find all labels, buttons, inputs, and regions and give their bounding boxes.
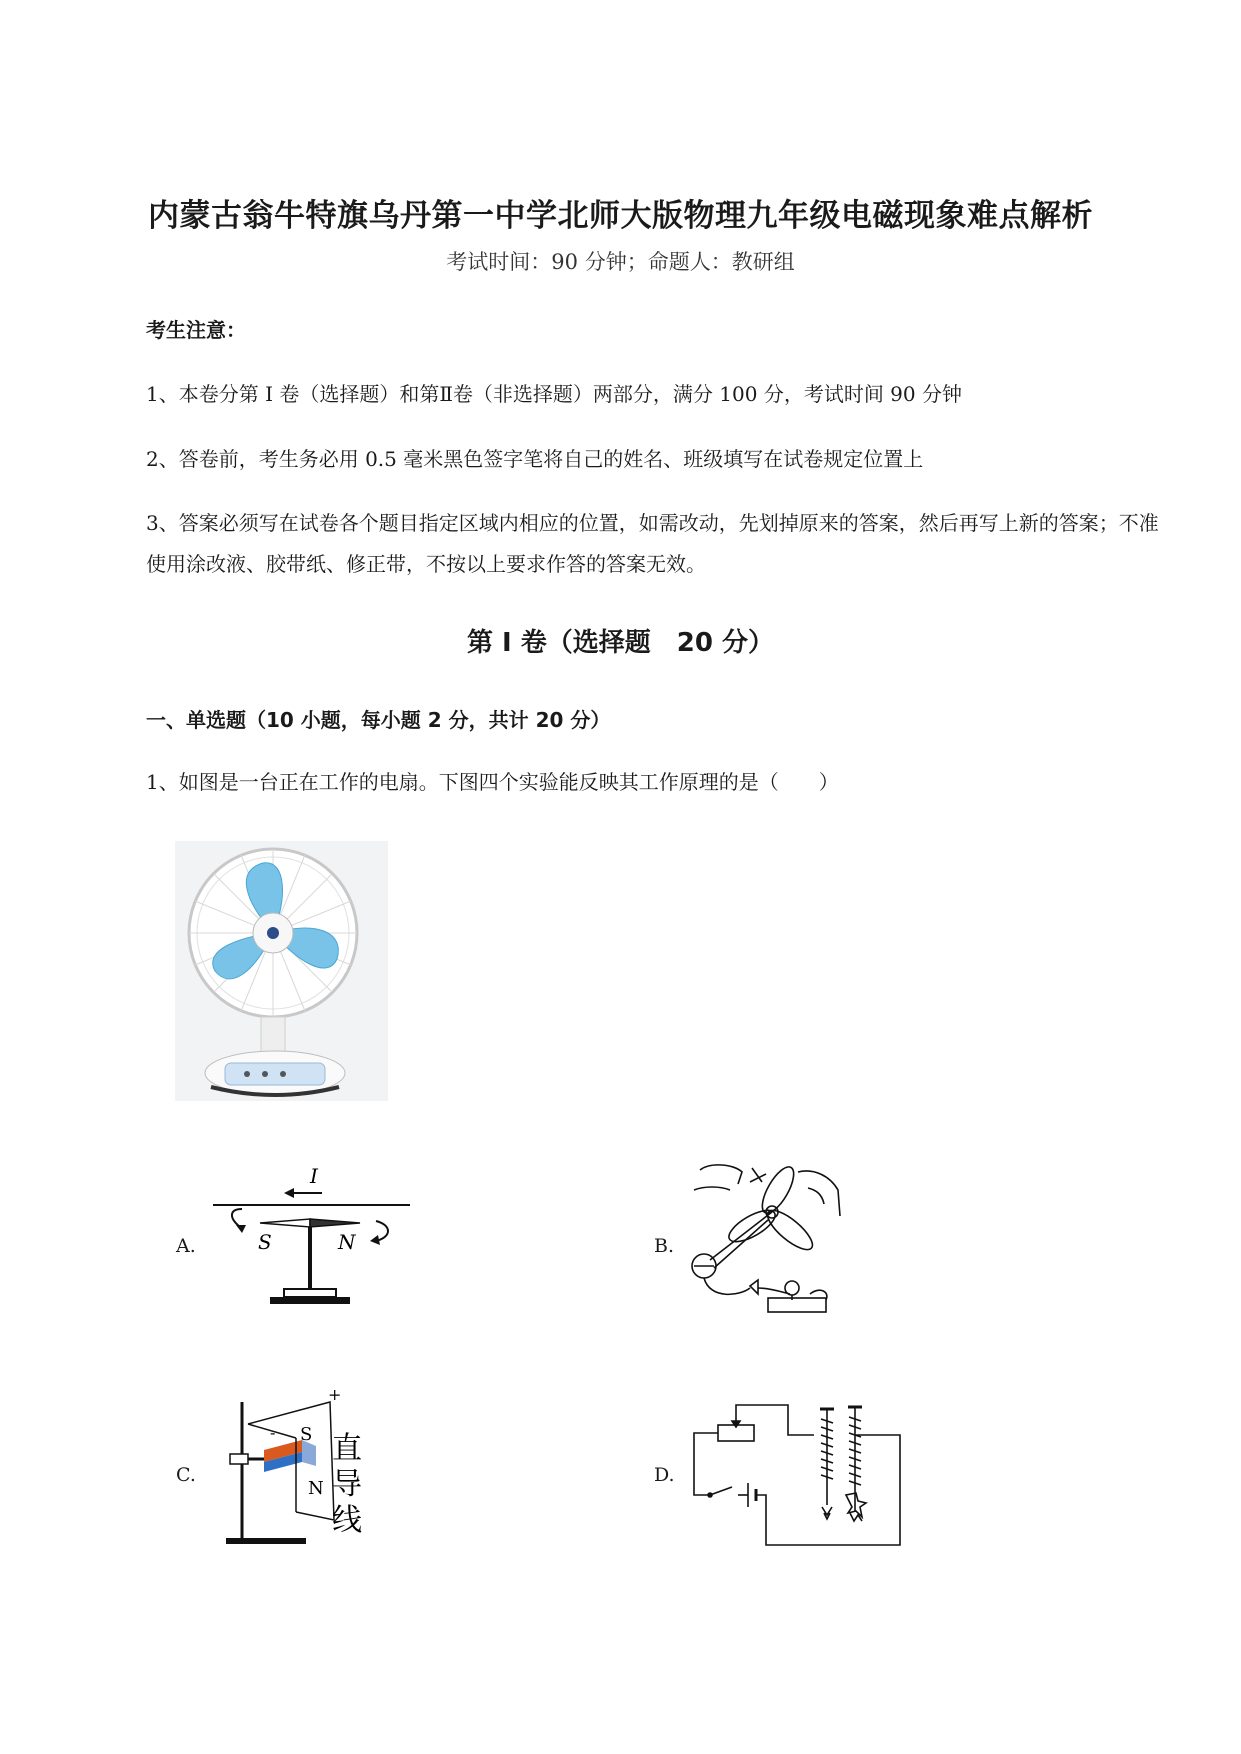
- magnet-north-label: N: [308, 1478, 324, 1499]
- notice-item-2: 2、答卷前，考生务必用 0.5 毫米黑色签字笔将自己的姓名、班级填写在试卷规定位置上: [146, 447, 924, 471]
- electric-fan-image: [175, 841, 388, 1101]
- straight-wire-char-1: 直: [332, 1431, 362, 1466]
- option-d-label: D.: [654, 1464, 675, 1486]
- south-pole-label: S: [258, 1230, 272, 1254]
- part-heading: 一、单选题（10 小题，每小题 2 分，共计 20 分）: [146, 708, 611, 732]
- notice-item-1: 1、本卷分第 I 卷（选择题）和第Ⅱ卷（非选择题）两部分，满分 100 分，考试时间 90 分钟: [146, 382, 962, 406]
- question-stem: 1、如图是一台正在工作的电扇。下图四个实验能反映其工作原理的是（ ）: [146, 770, 839, 794]
- option-d-electromagnet-circuit-figure: [690, 1395, 910, 1550]
- option-c-label: C.: [176, 1464, 196, 1486]
- straight-wire-char-2: 导: [332, 1467, 362, 1502]
- north-pole-label: N: [338, 1230, 356, 1254]
- section-title: 第 I 卷（选择题 20 分）: [466, 628, 774, 658]
- notice-heading: 考生注意：: [146, 318, 246, 342]
- positive-terminal-label: +: [328, 1388, 342, 1404]
- page-title: 内蒙古翁牛特旗乌丹第一中学北师大版物理九年级电磁现象难点解析: [148, 198, 1093, 234]
- option-a-compass-figure: [210, 1165, 415, 1310]
- notice-item-3: 3、答案必须写在试卷各个题目指定区域内相应的位置，如需改动，先划掉原来的答案，然后再写上新的答案；不准使用涂改液、胶带纸、修正带，不按以上要求作答的答案无效。: [146, 511, 1159, 576]
- exam-info: 考试时间：90 分钟；命题人：教研组: [446, 250, 795, 274]
- negative-terminal-label: -: [270, 1423, 276, 1442]
- magnet-south-label: S: [300, 1424, 313, 1445]
- option-b-label: B.: [654, 1235, 675, 1257]
- current-symbol: I: [310, 1165, 318, 1188]
- option-c-magnet-wire-figure: [220, 1388, 380, 1548]
- option-b-generator-figure: [690, 1160, 850, 1320]
- straight-wire-char-3: 线: [332, 1503, 362, 1538]
- option-a-label: A.: [176, 1235, 196, 1257]
